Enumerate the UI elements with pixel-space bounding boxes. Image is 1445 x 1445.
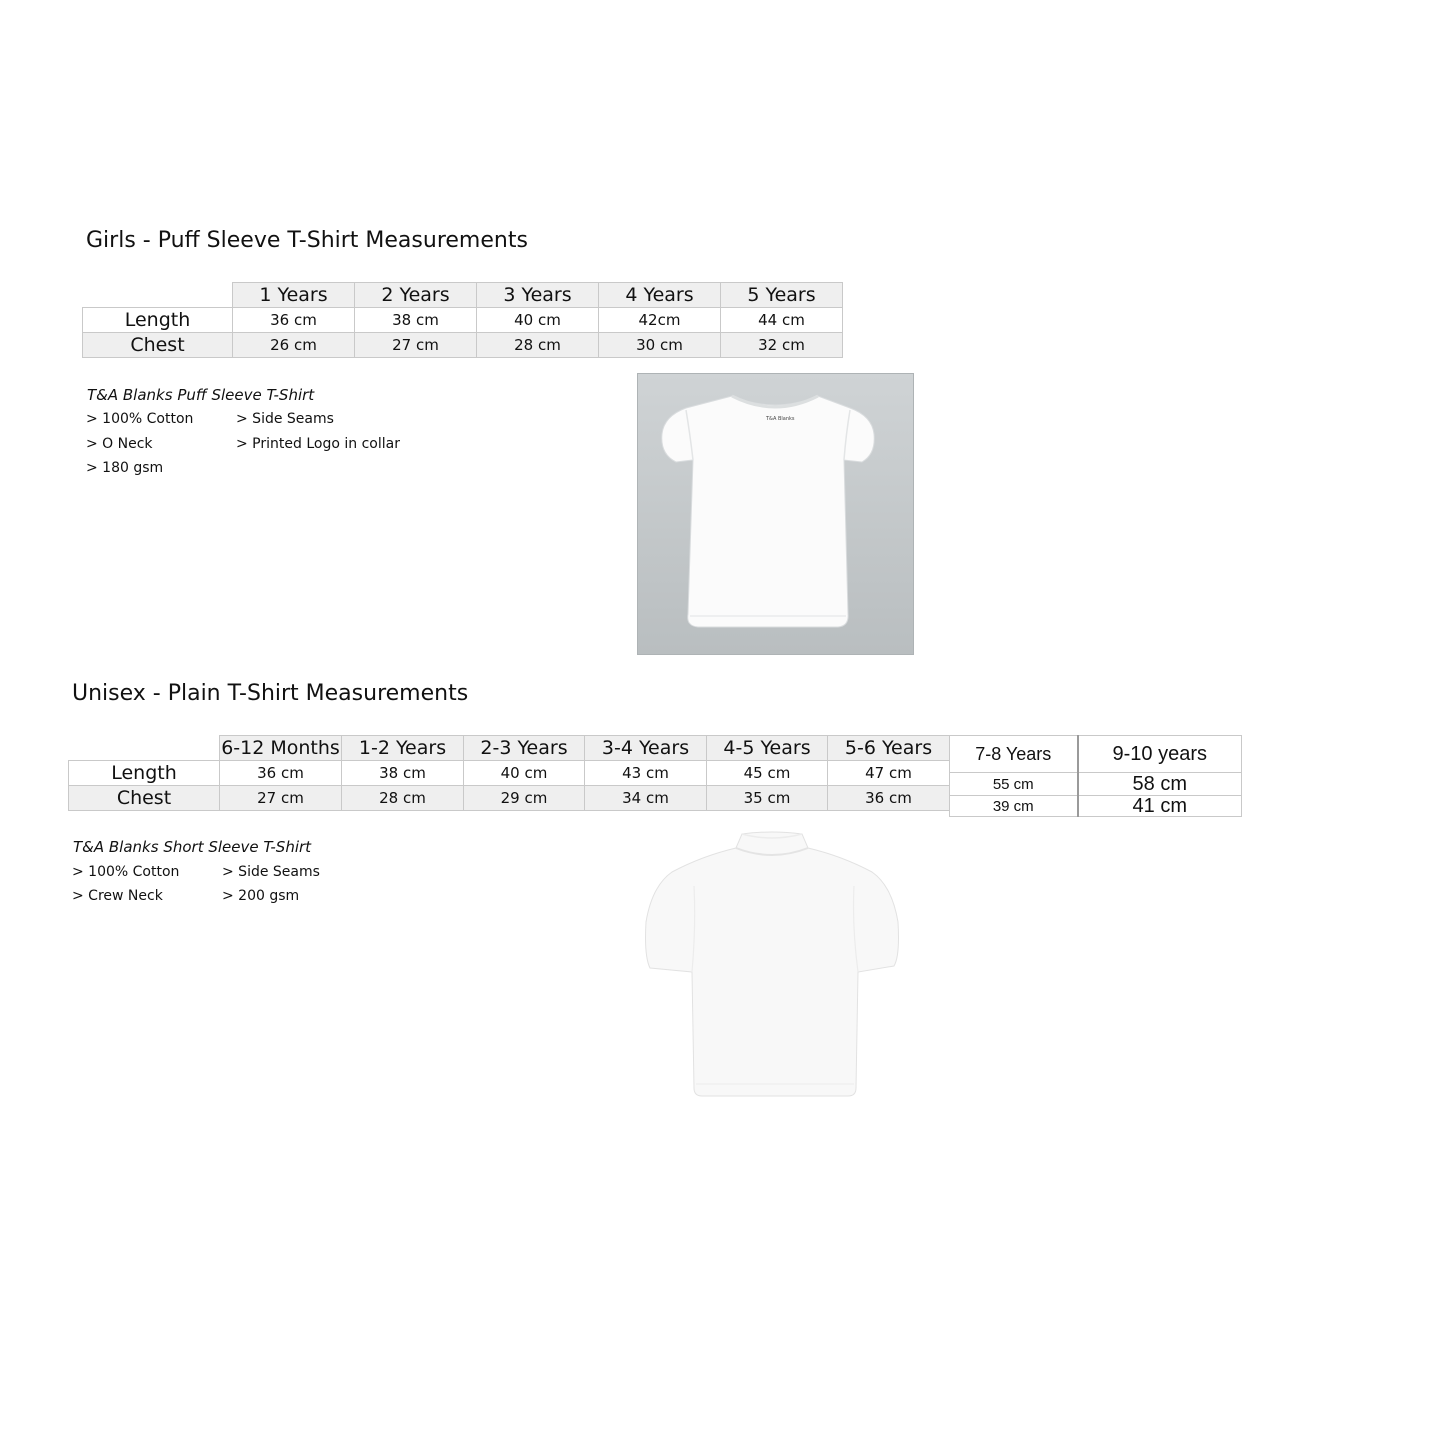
feature-item: > 100% Cotton <box>72 864 180 880</box>
unisex-size-table <box>68 735 950 811</box>
size-header: 5-6 Years <box>828 736 950 761</box>
girls-size-table <box>82 282 843 358</box>
row-label: Chest <box>83 333 233 358</box>
size-header: 3 Years <box>477 283 599 308</box>
measurement-cell: 41 cm <box>1078 796 1242 817</box>
size-header: 4-5 Years <box>707 736 828 761</box>
measurement-cell: 36 cm <box>828 786 950 811</box>
size-header: 4 Years <box>599 283 721 308</box>
measurement-cell: 43 cm <box>585 761 707 786</box>
measurement-cell: 27 cm <box>355 333 477 358</box>
girls-section-title: Girls - Puff Sleeve T-Shirt Measurements <box>86 228 528 253</box>
measurement-cell: 38 cm <box>355 308 477 333</box>
size-header: 3-4 Years <box>585 736 707 761</box>
girls-chest-row <box>83 333 843 358</box>
girls-size-header-row <box>83 283 843 308</box>
measurement-cell: 58 cm <box>1078 773 1242 796</box>
extra-length-row <box>950 773 1242 796</box>
unisex-extra-size-table <box>949 735 1242 817</box>
feature-item: > 100% Cotton <box>86 411 194 427</box>
extra-size-header-row <box>950 736 1242 773</box>
feature-item: > Side Seams <box>222 864 320 880</box>
measurement-cell: 38 cm <box>342 761 464 786</box>
feature-item: > O Neck <box>86 436 153 452</box>
collar-logo: T&A Blanks <box>766 416 795 422</box>
measurement-cell: 32 cm <box>721 333 843 358</box>
feature-item: > Side Seams <box>236 411 334 427</box>
short-sleeve-tshirt-image <box>636 826 908 1104</box>
girls-length-row <box>83 308 843 333</box>
puff-sleeve-tshirt-image <box>638 374 913 654</box>
size-header: 1 Years <box>233 283 355 308</box>
row-label: Chest <box>69 786 220 811</box>
measurement-cell: 40 cm <box>477 308 599 333</box>
measurement-cell: 47 cm <box>828 761 950 786</box>
measurement-cell: 30 cm <box>599 333 721 358</box>
unisex-size-header-row <box>69 736 950 761</box>
short-sleeve-tshirt-photo <box>636 826 908 1104</box>
size-header: 7-8 Years <box>950 736 1078 773</box>
measurement-cell: 55 cm <box>950 773 1078 796</box>
measurement-cell: 35 cm <box>707 786 828 811</box>
puff-sleeve-tshirt-photo <box>637 373 914 655</box>
measurement-cell: 36 cm <box>233 308 355 333</box>
measurement-cell: 28 cm <box>342 786 464 811</box>
row-label: Length <box>69 761 220 786</box>
feature-item: > Crew Neck <box>72 888 163 904</box>
unisex-product-name: T&A Blanks Short Sleeve T-Shirt <box>73 838 312 856</box>
feature-item: > 180 gsm <box>86 460 164 476</box>
measurement-cell: 28 cm <box>477 333 599 358</box>
girls-product-name: T&A Blanks Puff Sleeve T-Shirt <box>87 386 315 404</box>
table-corner <box>69 736 220 761</box>
measurement-cell: 27 cm <box>220 786 342 811</box>
extra-chest-row <box>950 796 1242 817</box>
measurement-cell: 36 cm <box>220 761 342 786</box>
size-header: 5 Years <box>721 283 843 308</box>
size-header: 1-2 Years <box>342 736 464 761</box>
row-label: Length <box>83 308 233 333</box>
size-header: 2-3 Years <box>464 736 585 761</box>
measurement-cell: 34 cm <box>585 786 707 811</box>
measurement-cell: 45 cm <box>707 761 828 786</box>
unisex-length-row <box>69 761 950 786</box>
feature-item: > Printed Logo in collar <box>236 436 400 452</box>
unisex-section-title: Unisex - Plain T-Shirt Measurements <box>72 681 469 706</box>
measurement-cell: 29 cm <box>464 786 585 811</box>
size-header: 6-12 Months <box>221 736 340 759</box>
size-header: 9-10 years <box>1078 736 1242 773</box>
measurement-cell: 42cm <box>599 308 721 333</box>
measurement-cell: 26 cm <box>233 333 355 358</box>
table-corner <box>83 283 233 308</box>
unisex-chest-row <box>69 786 950 811</box>
size-header: 2 Years <box>355 283 477 308</box>
measurement-cell: 39 cm <box>950 796 1078 817</box>
measurement-cell: 44 cm <box>721 308 843 333</box>
feature-item: > 200 gsm <box>222 888 300 904</box>
measurement-cell: 40 cm <box>464 761 585 786</box>
